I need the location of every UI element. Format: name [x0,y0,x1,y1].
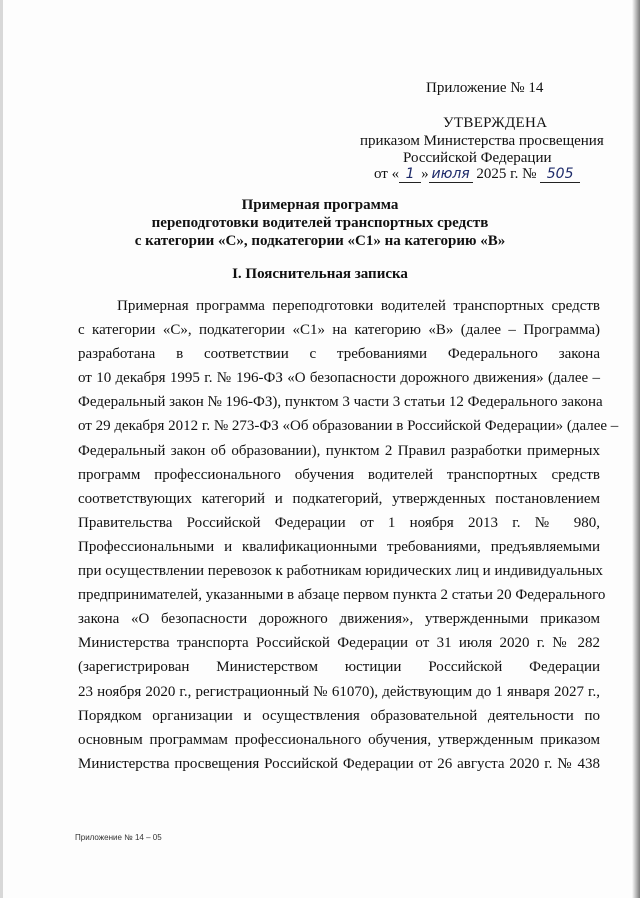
scan-right-edge [632,0,640,898]
document-title-line3: с категории «С», подкатегории «С1» на категорию «В» [134,233,506,249]
page-footer: Приложение № 14 – 05 [75,833,162,842]
attachment-number: Приложение № 14 [426,80,544,96]
handwritten-month: июля [429,166,473,183]
document-title-line2: переподготовки водителей транспортных средств [151,215,489,231]
body-line: Министерства просвещения Российской Федерации от 26 августа 2020 г. № 438 [78,755,600,772]
body-line: Примерная программа переподготовки водителей транспортных средств [117,298,600,314]
handwritten-day: 1 [399,166,421,183]
date-mid: » [421,166,429,182]
body-line: Федеральный закон № 196-ФЗ), пунктом 3 части 3 статьи 12 Федерального закона [78,394,603,411]
body-line: от 10 декабря 1995 г. № 196-ФЗ «О безопасности дорожного движения» (далее – [78,370,600,387]
body-line: от 29 декабря 2012 г. № 273-ФЗ «Об образовании в Российской Федерации» (далее – [78,418,619,435]
document-title-line1: Примерная программа [241,197,399,213]
body-line: предпринимателей, указанными в абзаце первом пункта 2 статьи 20 Федерального [78,587,606,604]
date-prefix: от « [374,166,400,182]
body-line: Правительства Российской Федерации от 1 ноября 2013 г. № 980, [78,514,600,531]
scan-left-edge [0,0,3,898]
body-line: программ профессионального обучения водителей транспортных средств [78,466,600,483]
body-line: закона «О безопасности дорожного движения», утвержденными приказом [78,611,600,628]
approval-date-line [374,166,580,183]
body-paragraph [78,294,619,776]
date-year: 2025 г. № [476,166,537,182]
approval-order-line2: Российской Федерации [403,150,552,166]
approval-stamp-heading: УТВЕРЖДЕНА [443,115,548,131]
body-line: Профессиональными и квалификационными требованиями, предъявляемыми [78,538,600,555]
body-line: Порядком организации и осуществления образовательной деятельности по [78,707,600,724]
body-line: (зарегистрирован Министерством юстиции Российской Федерации [78,659,600,676]
body-line: Федеральный закон об образовании), пунктом 2 Правил разработки примерных [78,442,600,459]
body-line: основным программам профессионального обучения, утвержденным приказом [78,731,600,748]
body-line: соответствующих категорий и подкатегорий, утвержденных постановлением [78,490,600,507]
body-line: Министерства транспорта Российской Федерации от 31 июля 2020 г. № 282 [78,635,600,652]
body-line: разработана в соответствии с требованиями Федерального закона [78,346,600,363]
approval-order-line1: приказом Министерства просвещения [360,133,604,149]
body-line: с категории «С», подкатегории «С1» на категорию «В» (далее – Программа) [78,322,600,339]
section-heading: I. Пояснительная записка [232,266,408,282]
body-line: при осуществлении перевозок к работникам юридических лиц и индивидуальных [78,563,603,580]
body-line: 23 ноября 2020 г., регистрационный № 61070), действующим до 1 января 2027 г., [78,683,600,700]
handwritten-order-number: 505 [540,166,580,183]
